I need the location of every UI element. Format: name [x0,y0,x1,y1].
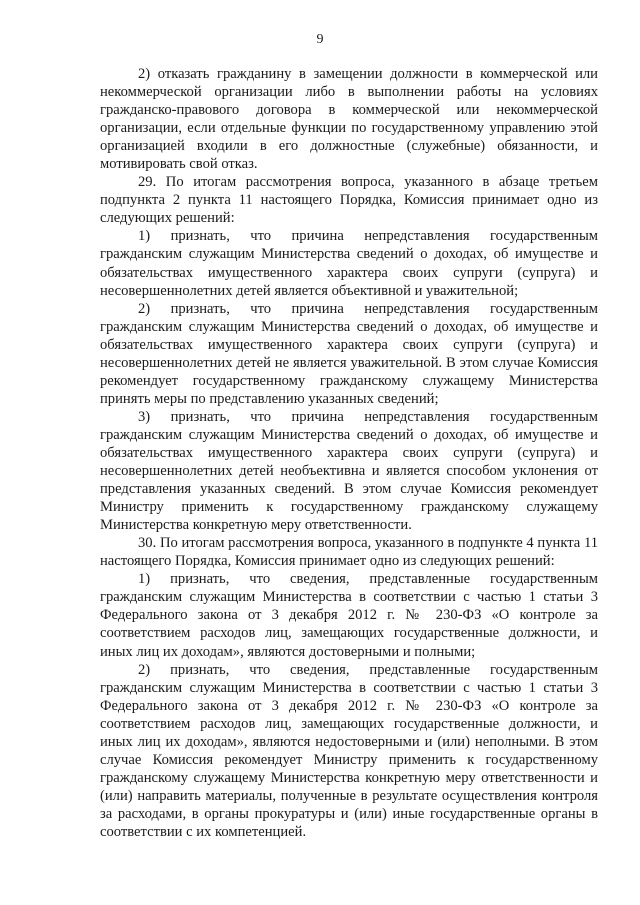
document-body [100,65,598,841]
paragraph-30-intro: 30. По итогам рассмотрения вопроса, указанного в подпункте 4 пункта 11 настоящего Порядка, Комиссия принимает одно из следующих решений: [100,535,598,570]
paragraph-29-decision-1: 1) признать, что причина непредставления государственным гражданским служащим Министерства сведений о доходах, об имуществе и обязательствах имущественного характера своих супруги (супруга) и несовершеннолетних детей является объективной и уважительной; [100,228,598,299]
paragraph-30-decision-2: 2) признать, что сведения, представленные государственным гражданским служащим Министерства в соответствии с частью 1 статьи 3 Федерального закона от 3 декабря 2012 г. № 230-ФЗ «О контроле за соответствием расходов лиц, замещающих государственные должности, и иных лиц их доходам», являются недостоверными и (или) неполными. В этом случае Комиссия рекомендует Министру применить к государственному гражданскому служащему Министерства конкретную меру ответственности и (или) направить материалы, полученные в результате осуществления контроля за расходами, в органы прокуратуры и (или) иные государственные органы в соответствии с их компетенцией. [100,661,598,840]
paragraph-29-intro: 29. По итогам рассмотрения вопроса, указанного в абзаце третьем подпункта 2 пункта 11 настоящего Порядка, Комиссия принимает одно из следующих решений: [100,174,598,227]
paragraph-29-decision-3: 3) признать, что причина непредставления государственным гражданским служащим Министерства сведений о доходах, об имуществе и обязательствах имущественного характера своих супруги (супруга) и несовершеннолетних детей необъективна и является способом уклонения от представления указанных сведений. В этом случае Комиссия рекомендует Министру применить к государственному гражданскому служащему Министерства конкретную меру ответственности. [100,408,598,534]
paragraph-30-decision-1: 1) признать, что сведения, представленные государственным гражданским служащим Министерства в соответствии с частью 1 статьи 3 Федерального закона от 3 декабря 2012 г. № 230-ФЗ «О контроле за соответствием расходов лиц, замещающих государственные должности, и иных лиц их доходам», являются достоверными и полными; [100,571,598,660]
paragraph-item-2-refuse: 2) отказать гражданину в замещении должности в коммерческой или некоммерческой организации либо в выполнении работы на условиях гражданско-правового договора в коммерческой или некоммерческой организации, если отдельные функции по государственному управлению этой организацией входили в его должностные (служебные) обязанности, и мотивировать свой отказ. [100,66,598,173]
paragraph-29-decision-2: 2) признать, что причина непредставления государственным гражданским служащим Министерства сведений о доходах, об имуществе и обязательствах имущественного характера своих супруги (супруга) и несовершеннолетних детей не является уважительной. В этом случае Комиссия рекомендует государственному гражданскому служащему Министерства принять меры по представлению указанных сведений; [100,300,598,407]
page-number: 9 [316,32,324,47]
